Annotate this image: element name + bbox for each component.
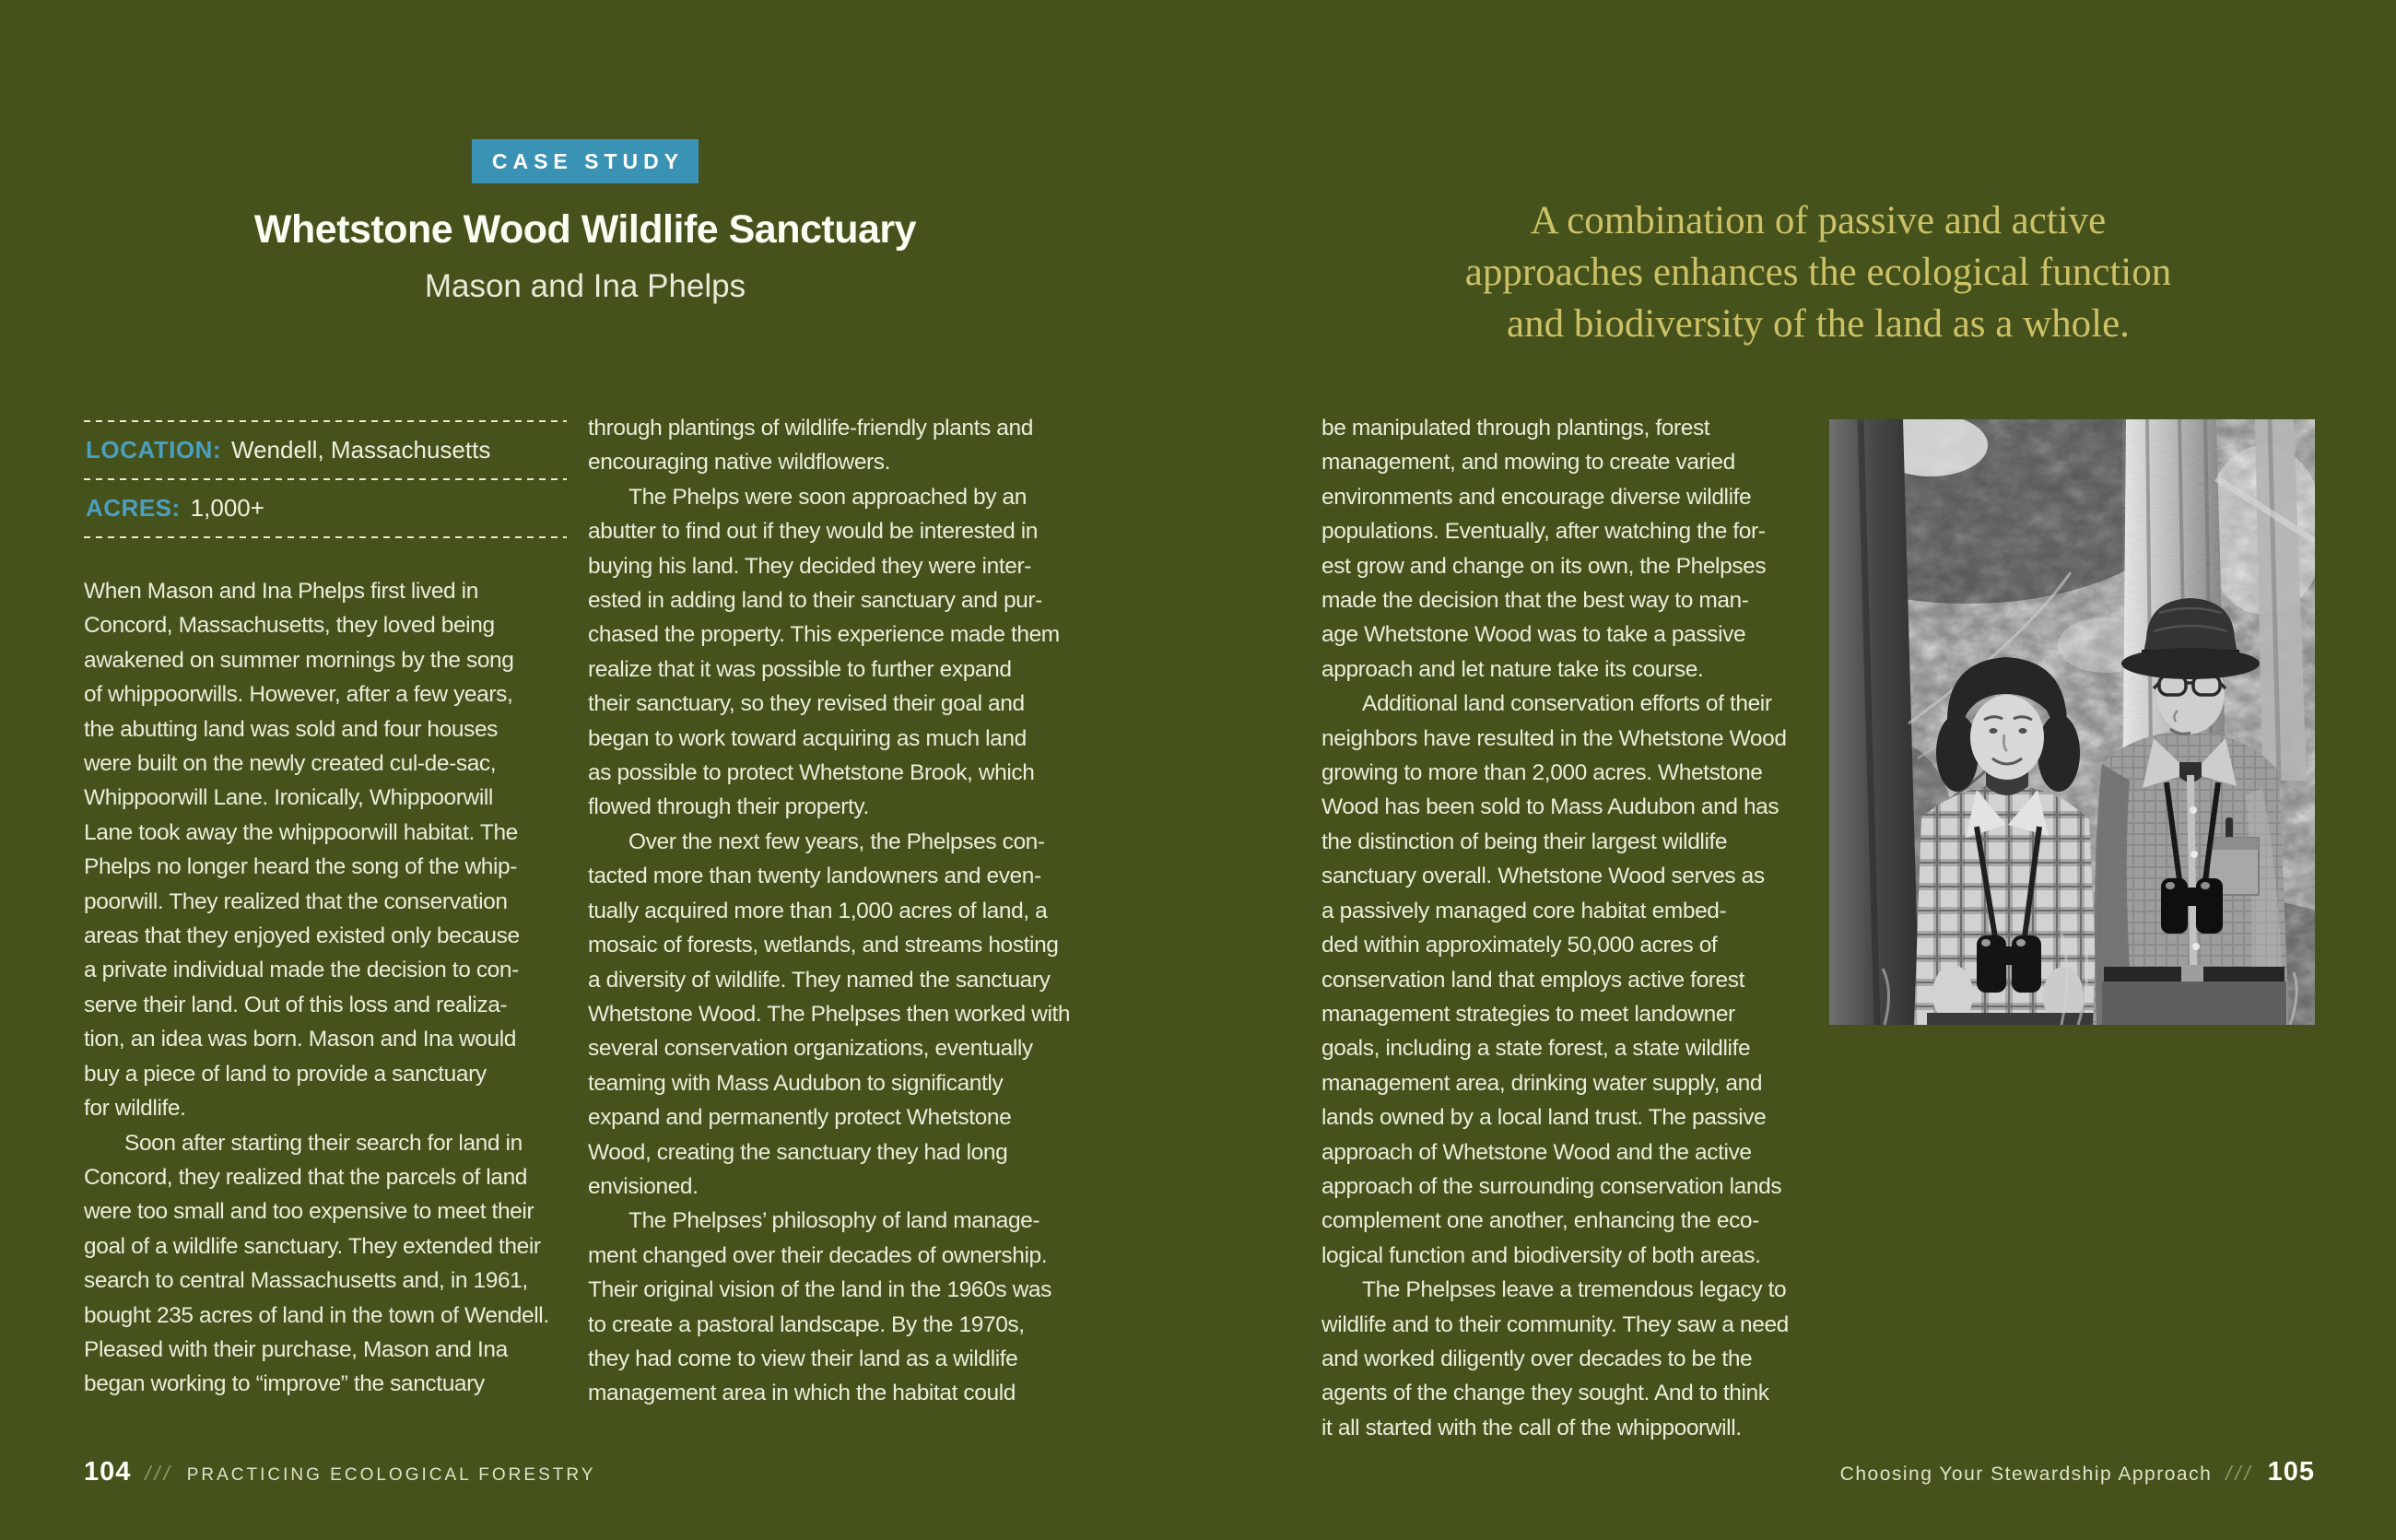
page-subtitle: Mason and Ina Phelps [424, 268, 746, 304]
info-box [84, 420, 567, 538]
pull-quote: A combination of passive and active approaches enhances the ecological function and biodiversity of the land as a whole. [1464, 199, 2172, 346]
footer-chapter-right: Choosing Your Stewardship Approach [1839, 1464, 2213, 1485]
slashes-separator-icon: /// [2226, 1462, 2254, 1485]
phelps-photo [1829, 419, 2315, 1025]
paragraph: Over the next few years, the Phelpses con- tacted more than twenty landowners and even- tually acquired more than 1,000 acres of land, a mosaic of forests, wetlands, and streams hosting a diversity of wildlife. They named the sanctuary Whetstone Wood. The Phelpses then worked with several conservation organizations, eventually teaming with Mass Audubon to significantly expand and permanently protect Whetstone Wood, creating the sanctuary they had long envisioned. [588, 829, 1071, 1199]
case-study-header [84, 139, 1086, 305]
page-number-right: 105 [2267, 1457, 2315, 1487]
text-column-right [1321, 411, 1815, 1445]
phelps-photo-illustration [1829, 419, 2315, 1025]
location-value: Wendell, Massachusetts [231, 436, 491, 464]
info-row-location [84, 422, 567, 478]
text-column-middle [588, 411, 1086, 1411]
dashed-divider [84, 536, 567, 538]
paragraph: The Phelpses leave a tremendous legacy to wildlife and to their community. They saw a need and worked diligently over decades to be the agents of the change they sought. And to think it all started with the call of the whippoorwill. [1321, 1277, 1789, 1440]
paragraph: When Mason and Ina Phelps first lived in Concord, Massachusetts, they loved being awakened on summer mornings by the song of whippoorwills. However, after a few years, the abutting land was sold and four houses were built on the newly created cul-de-sac, Whippoorwill Lane. Ironically, Whippoorwill Lane took away the whippoorwill habitat. The Phelps no longer heard the song of the whip- poorwill. They realized that the conservation areas that they enjoyed existed only because a private individual made the decision to con- serve their land. Out of this loss and realiza- tion, an idea was born. Mason and Ina would buy a piece of land to provide a sanctuary for wildlife. [84, 579, 520, 1122]
footer-left [84, 1457, 595, 1487]
acres-value: 1,000+ [190, 494, 264, 522]
paragraph: Soon after starting their search for land in Concord, they realized that the parcels of land were too small and too expensive to meet their goal of a wildlife sanctuary. They extended their search to central Massachusetts and, in 1961, bought 235 acres of land in the town of Wendell. Pleased with their purchase, Mason and Ina began working to “improve” the sanctuary [84, 1130, 549, 1397]
paragraph: Additional land conservation efforts of their neighbors have resulted in the Whetstone Wood growing to more than 2,000 acres. Whetstone Wood has been sold to Mass Audubon and has the distinction of being their largest wildlife sanctuary overall. Whetstone Wood serves as a passively managed core habitat embed- ded within approximately 50,000 acres of conservation land that employs active forest management strategies to meet landowner goals, including a state forest, a state wildlife management area, drinking water supply, and lands owned by a local land trust. The passive approach of Whetstone Wood and the active approach of the surrounding conservation lands complement one another, enhancing the eco- logical function and biodiversity of both areas. [1321, 691, 1787, 1268]
slashes-separator-icon: /// [145, 1462, 173, 1485]
paragraph: The Phelpses’ philosophy of land manage- ment changed over their decades of ownership. Their original vision of the land in the 1960s was to create a pastoral landscape. By the 1970s, they had come to view their land as a wildlife management area in which the habitat could [588, 1208, 1051, 1406]
page-title: Whetstone Wood Wildlife Sanctuary [253, 207, 917, 252]
paragraph: be manipulated through plantings, forest management, and mowing to create varied environments and encourage diverse wildlife populations. Eventually, after watching the for- est grow and change on its own, the Phelpses made the decision that the best way to man- age Whetstone Wood was to take a passive approach and let nature take its course. [1321, 416, 1767, 682]
text-column-left [84, 574, 567, 1402]
info-row-acres [84, 480, 567, 536]
footer-chapter-left: PRACTICING ECOLOGICAL FORESTRY [186, 1465, 596, 1485]
page-number-left: 104 [84, 1457, 132, 1487]
location-label: LOCATION: [86, 436, 221, 464]
case-study-badge: CASE STUDY [472, 139, 699, 183]
footer-right [1321, 1457, 2315, 1487]
paragraph: through plantings of wildlife-friendly plants and encouraging native wildflowers. [588, 416, 1033, 476]
acres-label: ACRES: [86, 494, 181, 522]
paragraph: The Phelps were soon approached by an abutter to find out if they would be interested in buying his land. They decided they were inter- ested in adding land to their sanctuary and pur- chased the property. This experience made them realize that it was possible to further expand their sanctuary, so they revised their goal and began to work toward acquiring as much land as possible to protect Whetstone Brook, which flowed through their property. [588, 484, 1060, 820]
